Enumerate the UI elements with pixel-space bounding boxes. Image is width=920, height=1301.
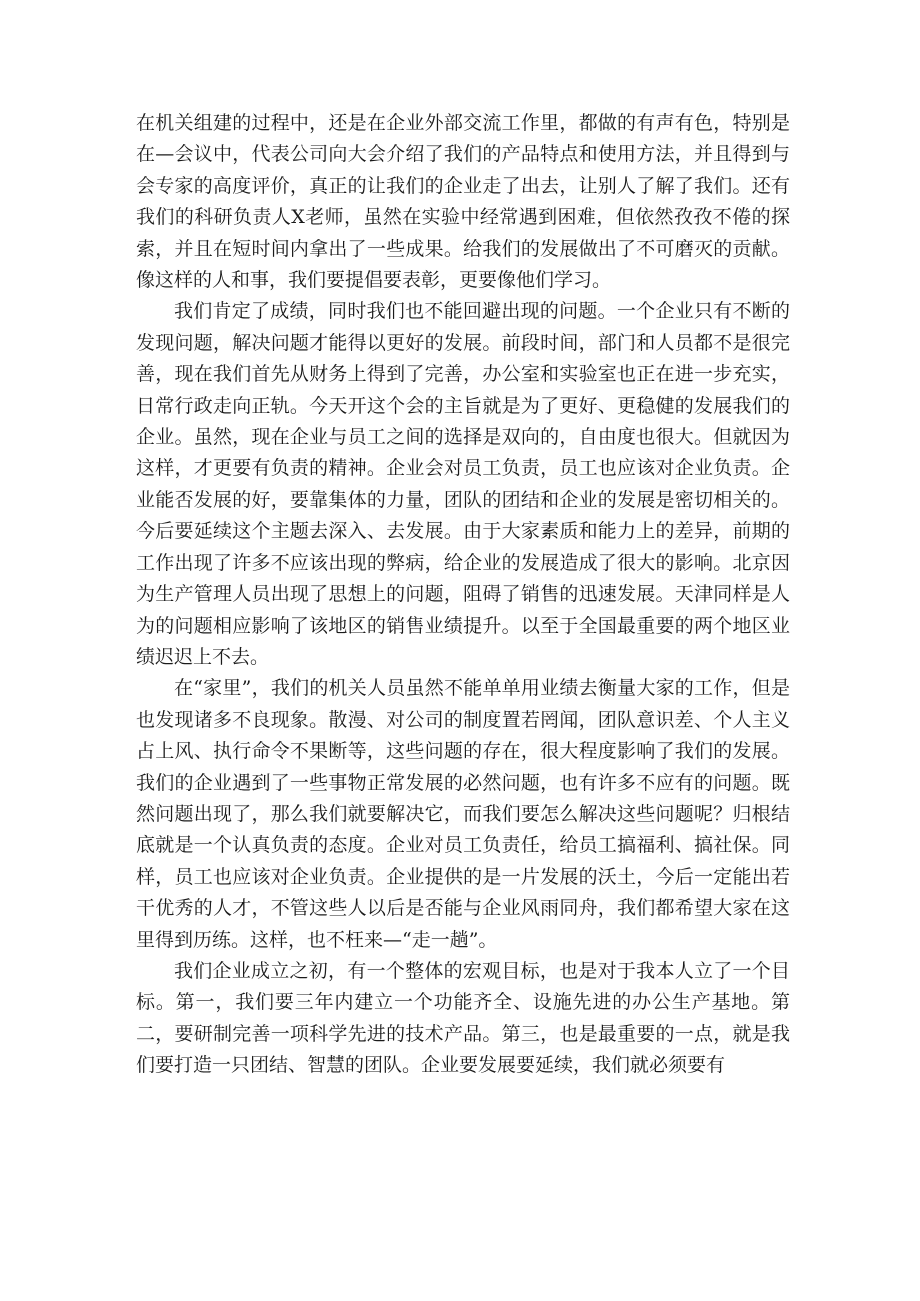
paragraph-1: 在机关组建的过程中，还是在企业外部交流工作里，都做的有声有色，特别是在—会议中，代表公司向大会介绍了我们的产品特点和使用方法，并且得到与会专家的高度评价，真正的让我们的企业走了出去，让别人了解了我们。还有我们的科研负责人X老师，虽然在实验中经常遇到困难，但依然孜孜不倦的探索，并且在短时间内拿出了一些成果。给我们的发展做出了不可磨灭的贡献。像这样的人和事，我们要提倡要表彰，更要像他们学习。 [136,112,790,292]
paragraph-2: 我们肯定了成绩，同时我们也不能回避出现的问题。一个企业只有不断的发现问题，解决问题才能得以更好的发展。前段时间，部门和人员都不是很完善，现在我们首先从财务上得到了完善，办公室和实验室也正在进一步充实，日常行政走向正轨。今天开这个会的主旨就是为了更好、更稳健的发展我们的企业。虽然，现在企业与员工之间的选择是双向的，自由度也很大。但就因为这样，才更要有负责的精神。企业会对员工负责，员工也应该对企业负责。企业能否发展的好，要靠集体的力量，团队的团结和企业的发展是密切相关的。今后要延续这个主题去深入、去发展。由于大家素质和能力上的差异，前期的工作出现了许多不应该出现的弊病，给企业的发展造成了很大的影响。北京因为生产管理人员出现了思想上的问题，阻碍了销售的迅速发展。天津同样是人为的问题相应影响了该地区的销售业绩提升。以至于全国最重要的两个地区业绩迟迟上不去。 [136,300,790,668]
document-body [136,108,790,1082]
paragraph-3: 在“家里”，我们的机关人员虽然不能单单用业绩去衡量大家的工作，但是也发现诸多不良现象。散漫、对公司的制度置若罔闻，团队意识差、个人主义占上风、执行命令不果断等，这些问题的存在，很大程度影响了我们的发展。我们的企业遇到了一些事物正常发展的必然问题，也有许多不应有的问题。既然问题出现了，那么我们就要解决它，而我们要怎么解决这些问题呢？归根结底就是一个认真负责的态度。企业对员工负责任，给员工搞福利、搞社保。同样，员工也应该对企业负责。企业提供的是一片发展的沃土，今后一定能出若干优秀的人才，不管这些人以后是否能与企业风雨同舟，我们都希望大家在这里得到历练。这样，也不枉来—“走一趟”。 [136,677,790,951]
paragraph-4: 我们企业成立之初，有一个整体的宏观目标，也是对于我本人立了一个目标。第一，我们要三年内建立一个功能齐全、设施先进的办公生产基地。第二，要研制完善一项科学先进的技术产品。第三，也是最重要的一点，就是我们要打造一只团结、智慧的团队。企业要发展要延续，我们就必须要有 [136,959,790,1077]
